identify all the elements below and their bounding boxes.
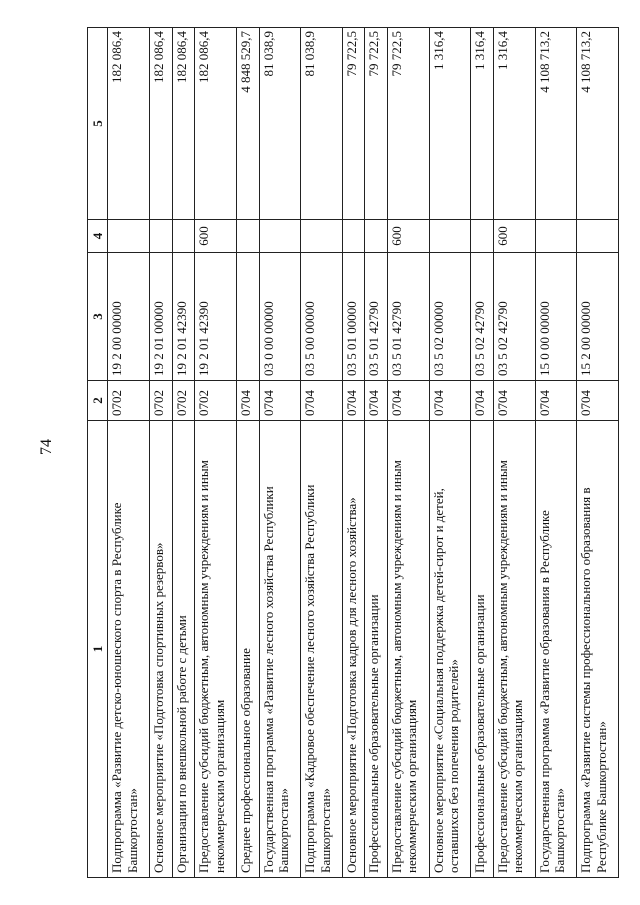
row-name: Предоставление субсидий бюджетным, автономным учреждениям и иным некоммерческим организациям bbox=[494, 421, 536, 878]
table-row bbox=[172, 28, 195, 878]
row-target-article: 19 2 01 42390 bbox=[195, 253, 237, 381]
row-target-article: 03 5 02 42790 bbox=[494, 253, 536, 381]
row-section-code: 0704 bbox=[494, 381, 536, 421]
row-target-article: 03 5 00 00000 bbox=[301, 253, 343, 381]
row-target-article bbox=[236, 253, 259, 381]
row-section-code: 0704 bbox=[577, 381, 619, 421]
row-amount: 1 316,4 bbox=[429, 28, 471, 220]
row-expense-type bbox=[108, 220, 150, 253]
row-amount: 81 038,9 bbox=[259, 28, 301, 220]
row-expense-type bbox=[471, 220, 494, 253]
row-name: Профессиональные образовательные организации bbox=[471, 421, 494, 878]
row-section-code: 0704 bbox=[471, 381, 494, 421]
row-section-code: 0704 bbox=[301, 381, 343, 421]
table-row bbox=[195, 28, 237, 878]
row-expense-type bbox=[172, 220, 195, 253]
row-name: Подпрограмма «Кадровое обеспечение лесного хозяйства Республики Башкортостан» bbox=[301, 421, 343, 878]
row-name: Основное мероприятие «Социальная поддержка детей-сирот и детей, оставшихся без попечения родителей» bbox=[429, 421, 471, 878]
row-amount: 81 038,9 bbox=[301, 28, 343, 220]
row-amount: 182 086,4 bbox=[172, 28, 195, 220]
budget-table bbox=[87, 27, 619, 878]
row-section-code: 0704 bbox=[236, 381, 259, 421]
row-amount: 182 086,4 bbox=[149, 28, 172, 220]
row-name: Подпрограмма «Развитие системы профессионального образования в Республике Башкортостан» bbox=[577, 421, 619, 878]
row-expense-type bbox=[577, 220, 619, 253]
row-target-article: 03 5 02 00000 bbox=[429, 253, 471, 381]
header-col-4: 4 bbox=[88, 220, 108, 253]
row-expense-type: 600 bbox=[195, 220, 237, 253]
row-expense-type bbox=[535, 220, 577, 253]
header-col-3: 3 bbox=[88, 253, 108, 381]
table-row bbox=[259, 28, 301, 878]
row-section-code: 0702 bbox=[149, 381, 172, 421]
row-target-article: 19 2 00 00000 bbox=[108, 253, 150, 381]
row-expense-type: 600 bbox=[388, 220, 430, 253]
row-section-code: 0704 bbox=[342, 381, 365, 421]
row-amount: 4 108 713,2 bbox=[535, 28, 577, 220]
table-body bbox=[108, 28, 619, 878]
row-section-code: 0702 bbox=[108, 381, 150, 421]
row-section-code: 0702 bbox=[195, 381, 237, 421]
header-col-1: 1 bbox=[88, 421, 108, 878]
table-row bbox=[535, 28, 577, 878]
row-amount: 182 086,4 bbox=[108, 28, 150, 220]
row-amount: 79 722,5 bbox=[342, 28, 365, 220]
row-name: Подпрограмма «Развитие детско-юношеского спорта в Республике Башкортостан» bbox=[108, 421, 150, 878]
table-row bbox=[149, 28, 172, 878]
row-name: Предоставление субсидий бюджетным, автономным учреждениям и иным некоммерческим организациям bbox=[388, 421, 430, 878]
header-col-5: 5 bbox=[88, 28, 108, 220]
table-row bbox=[236, 28, 259, 878]
row-amount: 1 316,4 bbox=[494, 28, 536, 220]
row-amount: 79 722,5 bbox=[365, 28, 388, 220]
page-number: 74 bbox=[38, 439, 55, 455]
table-row bbox=[577, 28, 619, 878]
row-section-code: 0702 bbox=[172, 381, 195, 421]
row-name: Организации по внешкольной работе с детьми bbox=[172, 421, 195, 878]
row-target-article: 03 5 01 42790 bbox=[388, 253, 430, 381]
row-section-code: 0704 bbox=[365, 381, 388, 421]
table-row bbox=[301, 28, 343, 878]
table-row bbox=[429, 28, 471, 878]
row-section-code: 0704 bbox=[259, 381, 301, 421]
row-target-article: 03 5 01 42790 bbox=[365, 253, 388, 381]
row-name: Профессиональные образовательные организации bbox=[365, 421, 388, 878]
table-row bbox=[342, 28, 365, 878]
row-expense-type bbox=[149, 220, 172, 253]
row-name: Основное мероприятие «Подготовка спортивных резервов» bbox=[149, 421, 172, 878]
table-row bbox=[108, 28, 150, 878]
row-amount: 4 108 713,2 bbox=[577, 28, 619, 220]
row-target-article: 15 2 00 00000 bbox=[577, 253, 619, 381]
row-target-article: 03 0 00 00000 bbox=[259, 253, 301, 381]
row-name: Государственная программа «Развитие лесного хозяйства Республики Башкортостан» bbox=[259, 421, 301, 878]
row-section-code: 0704 bbox=[429, 381, 471, 421]
table-row bbox=[471, 28, 494, 878]
row-amount: 4 848 529,7 bbox=[236, 28, 259, 220]
row-name: Государственная программа «Развитие образования в Республике Башкортостан» bbox=[535, 421, 577, 878]
row-expense-type bbox=[429, 220, 471, 253]
row-section-code: 0704 bbox=[535, 381, 577, 421]
rotated-table-container bbox=[87, 28, 619, 878]
table-header-row bbox=[88, 28, 108, 878]
row-name: Среднее профессиональное образование bbox=[236, 421, 259, 878]
table-row bbox=[388, 28, 430, 878]
header-col-2: 2 bbox=[88, 381, 108, 421]
row-target-article: 19 2 01 00000 bbox=[149, 253, 172, 381]
row-section-code: 0704 bbox=[388, 381, 430, 421]
table-row bbox=[365, 28, 388, 878]
row-expense-type bbox=[259, 220, 301, 253]
row-name: Предоставление субсидий бюджетным, автономным учреждениям и иным некоммерческим организациям bbox=[195, 421, 237, 878]
row-expense-type bbox=[301, 220, 343, 253]
row-target-article: 03 5 01 00000 bbox=[342, 253, 365, 381]
row-amount: 1 316,4 bbox=[471, 28, 494, 220]
row-expense-type bbox=[236, 220, 259, 253]
row-amount: 182 086,4 bbox=[195, 28, 237, 220]
row-target-article: 03 5 02 42790 bbox=[471, 253, 494, 381]
row-expense-type: 600 bbox=[494, 220, 536, 253]
row-target-article: 15 0 00 00000 bbox=[535, 253, 577, 381]
table-row bbox=[494, 28, 536, 878]
row-target-article: 19 2 01 42390 bbox=[172, 253, 195, 381]
row-name: Основное мероприятие «Подготовка кадров для лесного хозяйства» bbox=[342, 421, 365, 878]
row-expense-type bbox=[365, 220, 388, 253]
row-expense-type bbox=[342, 220, 365, 253]
row-amount: 79 722,5 bbox=[388, 28, 430, 220]
